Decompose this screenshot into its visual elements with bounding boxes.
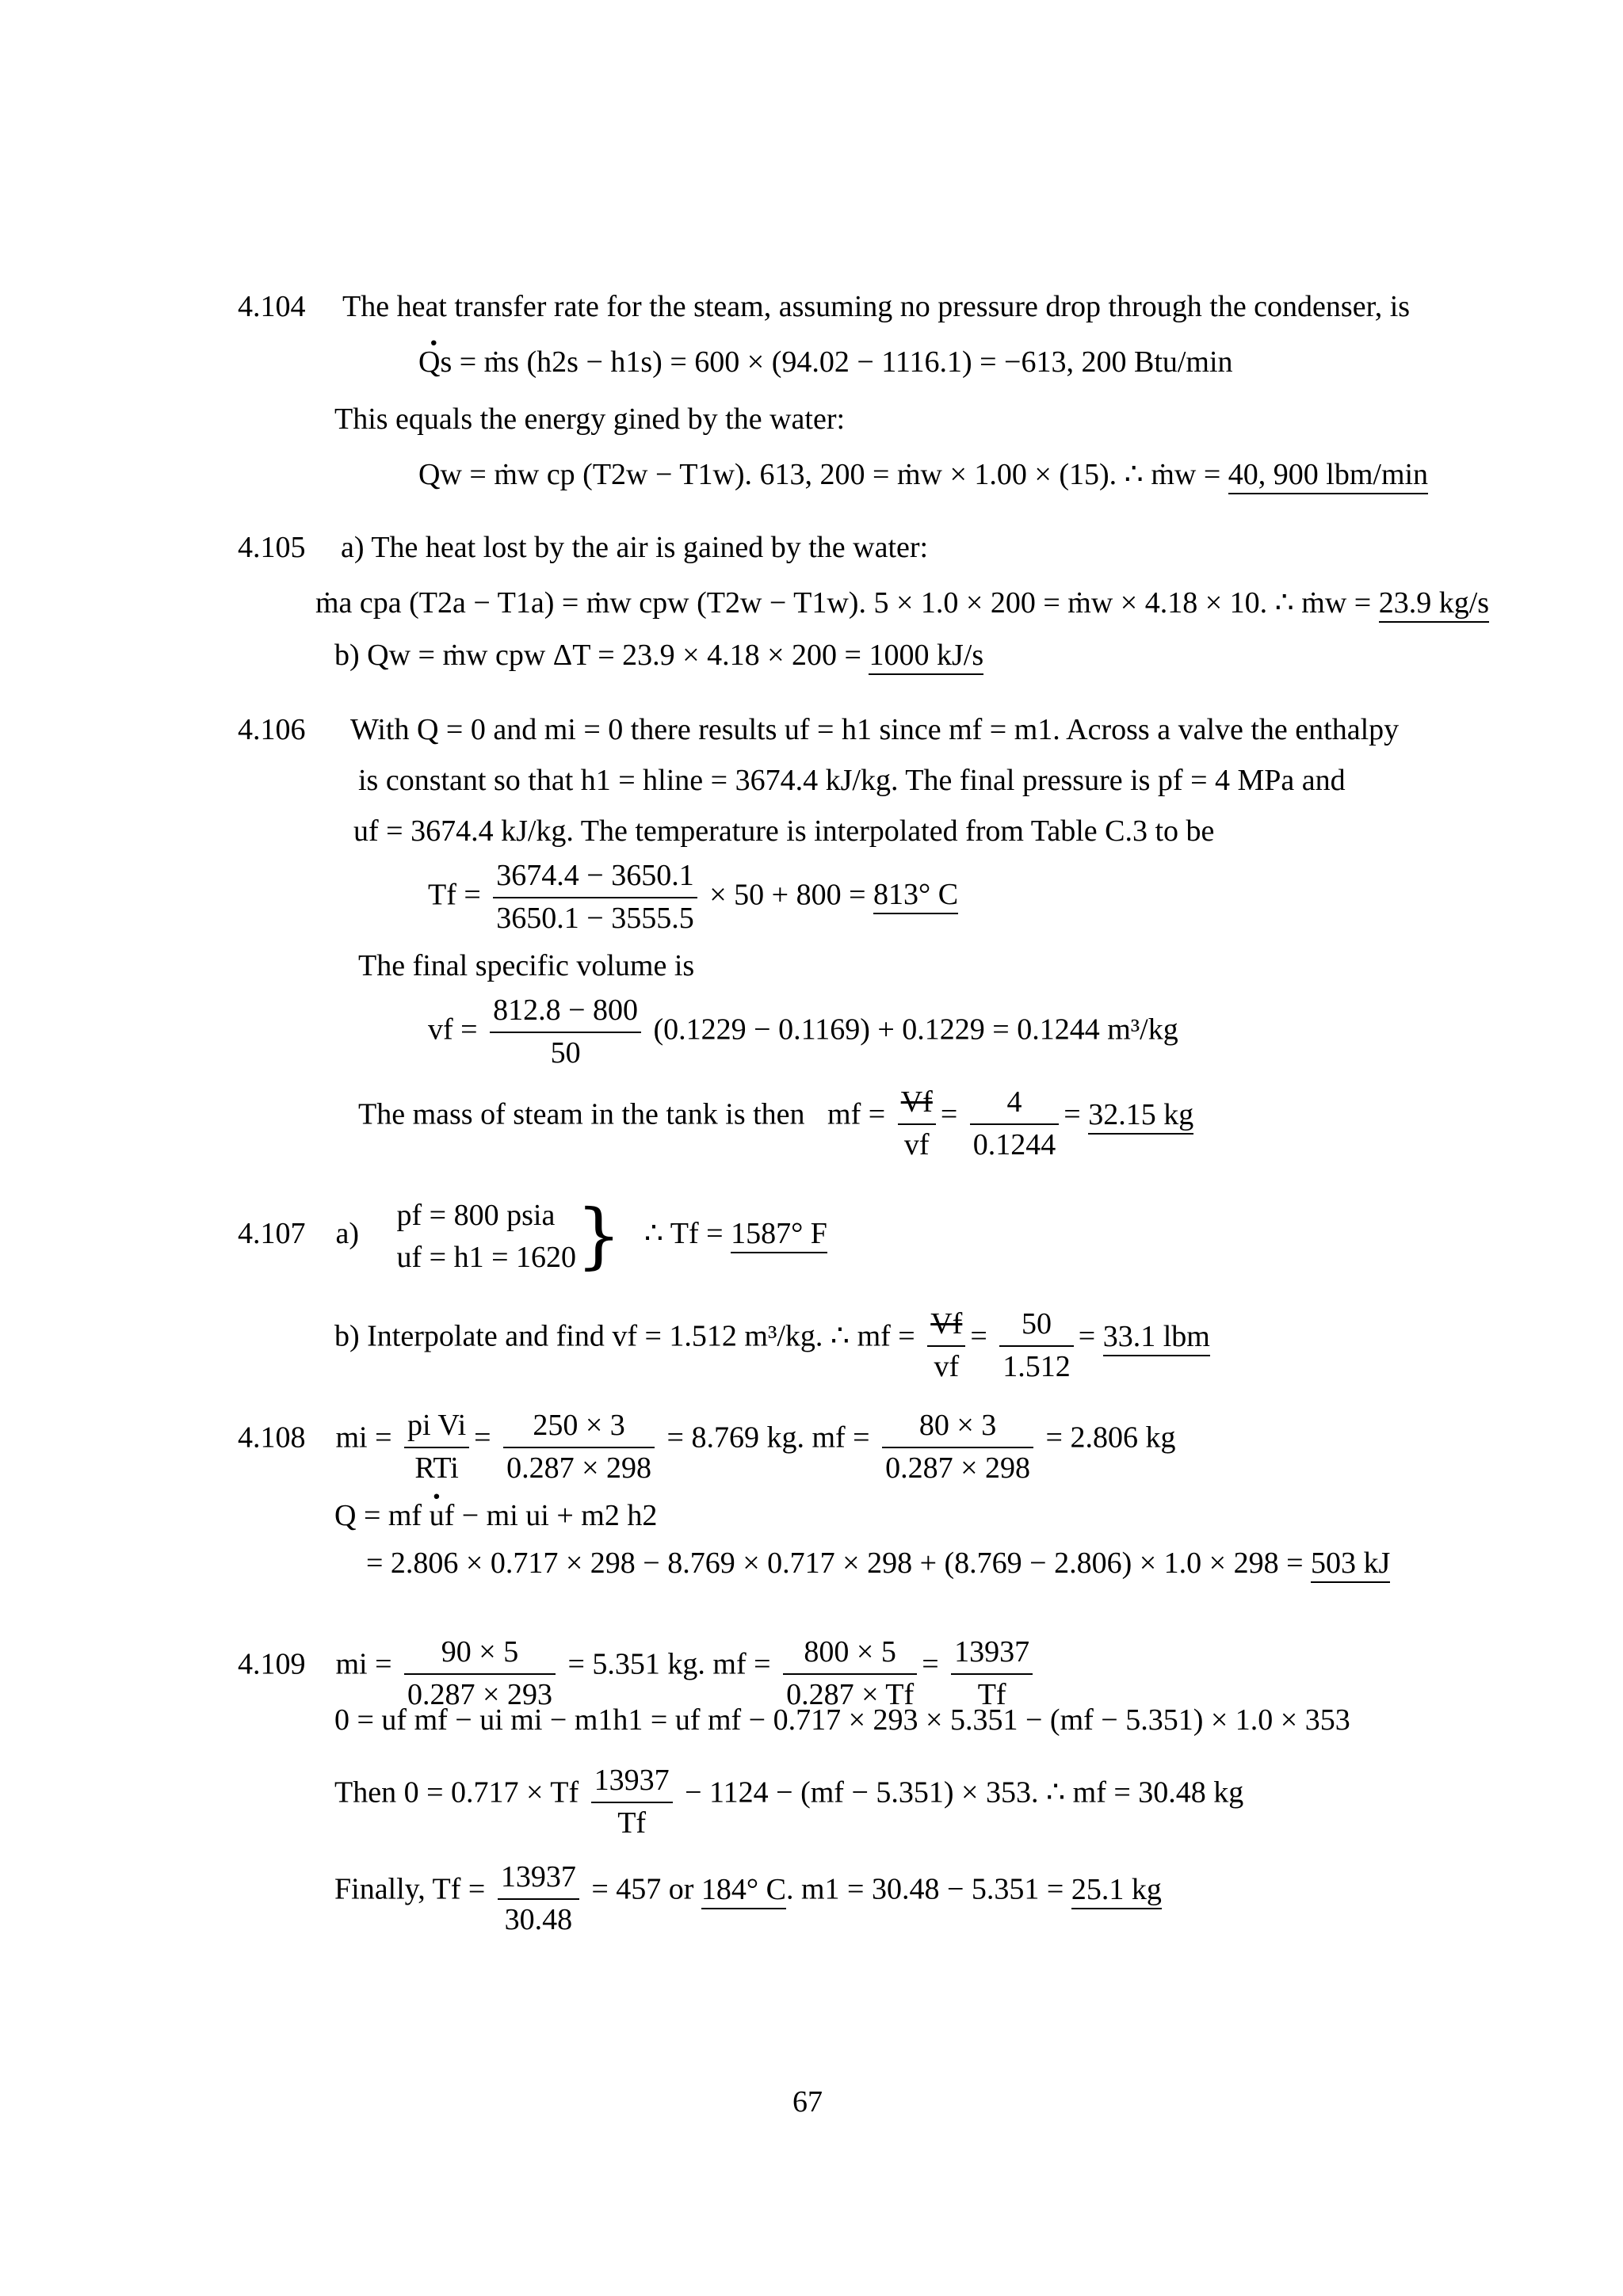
numerator: 80 × 3 xyxy=(882,1409,1033,1448)
denominator: 0.287 × 298 xyxy=(885,1451,1031,1485)
equation-body: Qw = ṁw cp (T2w − T1w). 613, 200 = ṁw × 1.00 × (15). ∴ ṁw = xyxy=(418,458,1221,491)
denominator: 1.512 xyxy=(1002,1349,1071,1383)
equation-lhs: mi = xyxy=(335,1647,392,1681)
problem-number: 4.108 xyxy=(238,1421,306,1455)
equation-lhs: Tf = xyxy=(428,878,481,912)
fraction xyxy=(882,1409,1033,1486)
denominator: 3650.1 − 3555.5 xyxy=(496,901,694,935)
answer: 32.15 kg xyxy=(1088,1098,1193,1135)
problem-text: The mass of steam in the tank is then xyxy=(358,1097,805,1131)
equation-lhs: mf = xyxy=(827,1097,886,1131)
problem-text: is constant so that h1 = hline = 3674.4 kJ/kg. The final pressure is pf = 4 MPa and xyxy=(358,764,1346,797)
equation-vf xyxy=(428,994,1178,1070)
numerator: 3674.4 − 3650.1 xyxy=(493,859,697,898)
answer: 33.1 lbm xyxy=(1103,1320,1210,1356)
denominator: vf xyxy=(903,1127,930,1161)
numerator: 50 xyxy=(999,1307,1074,1347)
fraction xyxy=(591,1764,673,1840)
numerator: 800 × 5 xyxy=(783,1635,917,1675)
numerator: 13937 xyxy=(591,1764,673,1803)
equation-mi: 4.108 mi = $\frac{\text{pi Vi}}{\text{RTi}}$ = $\frac{250 \times 3}{0.287 \times 298}$ = 8.769 kg. mf = $\frac{80 \times 3}{0.287 \times 298}$ = 2.806 kg xyxy=(238,1409,1176,1485)
equation-lhs: · Qs xyxy=(418,345,452,380)
given-values xyxy=(397,1195,577,1279)
problem-text: a) The heat lost by the air is gained by the water: xyxy=(341,531,929,564)
fraction xyxy=(951,1635,1033,1712)
page-number: 67 xyxy=(792,2085,823,2119)
equation-body: = 2.806 × 0.717 × 298 − 8.769 × 0.717 × 298 + (8.769 − 2.806) × 1.0 × 298 = xyxy=(366,1547,1304,1580)
equation xyxy=(334,1499,657,1534)
numerator: 13937 xyxy=(498,1860,579,1900)
problem-text: uf = 3674.4 kJ/kg. The temperature is interpolated from Table C.3 to be xyxy=(353,814,1215,848)
answer: 503 kJ xyxy=(1311,1547,1390,1583)
problem-number: 4.109 xyxy=(238,1647,306,1681)
fraction xyxy=(490,994,641,1070)
equation-lhs: vf = xyxy=(428,1013,478,1047)
fraction xyxy=(404,1409,469,1486)
equation-tf xyxy=(428,859,958,936)
fraction xyxy=(970,1085,1060,1162)
equation-rest: = 5.351 kg. mf = xyxy=(567,1647,771,1681)
denominator: Tf xyxy=(617,1806,647,1840)
fraction xyxy=(493,859,697,936)
answer: 1000 kJ/s xyxy=(869,639,983,675)
equation-body: ṁa cpa (T2a − T1a) = ṁw cpw (T2w − T1w). 5 × 1.0 × 200 = ṁw × 4.18 × 10. ∴ ṁw = xyxy=(315,586,1372,620)
problem-number: 4.104 xyxy=(238,290,306,323)
numerator: 250 × 3 xyxy=(503,1409,655,1448)
equation xyxy=(334,639,983,673)
fraction xyxy=(999,1307,1074,1384)
given-energy: uf = h1 = 1620 xyxy=(396,1241,577,1275)
equation-body: b) Qw = ṁw cpw ΔT = 23.9 × 4.18 × 200 = xyxy=(334,639,861,672)
problem-text: b) Interpolate and find vf = 1.512 m³/kg. ∴ mf = xyxy=(334,1319,915,1353)
denominator: RTi xyxy=(414,1451,459,1485)
fraction xyxy=(898,1085,936,1162)
denominator: 50 xyxy=(550,1035,581,1070)
denominator: 0.287 × 293 xyxy=(407,1677,552,1711)
numerator: Vf xyxy=(927,1307,965,1347)
equation-mf: The mass of steam in the tank is then mf = $\frac{Vf}{vf}$ = $\frac{4}{0.1244}$ = 32.15 kg xyxy=(358,1085,1194,1161)
equation-body: · Q = mf uf − mi ui + m2 h2 xyxy=(334,1499,657,1532)
numerator: 13937 xyxy=(951,1635,1033,1675)
result-label: ∴ Tf = xyxy=(643,1217,724,1251)
problem-number: 4.105 xyxy=(238,531,306,564)
problem-text: With Q = 0 and mi = 0 there results uf = h1 since mf = m1. Across a valve the enthalpy xyxy=(350,713,1400,746)
equation xyxy=(418,458,1428,493)
denominator: 30.48 xyxy=(504,1902,573,1936)
fraction xyxy=(503,1409,655,1486)
equation-rest: (0.1229 − 0.1169) + 0.1229 = 0.1244 m³/kg xyxy=(653,1013,1178,1047)
denominator: 0.287 × 298 xyxy=(506,1451,652,1485)
equation-rest: = 8.769 kg. mf = xyxy=(666,1421,870,1455)
numerator: 812.8 − 800 xyxy=(490,994,641,1033)
equation xyxy=(418,345,1233,380)
problem-number: 4.106 xyxy=(238,713,306,746)
numerator: Vf xyxy=(898,1085,936,1125)
equation-rhs: = ṁs (h2s − h1s) = 600 × (94.02 − 1116.1) = −613, 200 Btu/min xyxy=(459,345,1233,379)
denominator: 0.287 × Tf xyxy=(786,1677,915,1711)
equation-post: − 1124 − (mf − 5.351) × 353. ∴ mf = 30.48 kg xyxy=(685,1775,1244,1810)
problem-text: The final specific volume is xyxy=(358,949,695,982)
part-label: a) xyxy=(335,1217,360,1251)
answer: 23.9 kg/s xyxy=(1379,586,1489,623)
answer: 25.1 kg xyxy=(1071,1873,1162,1909)
equation xyxy=(366,1547,1390,1581)
equation-mi: 4.109 mi = $\frac{90 \times 5}{0.287 \times 293}$ = 5.351 kg. mf = $\frac{800 \times 5}{0.287 \times Tf}$ = $\frac{13937}{Tf}$ xyxy=(238,1635,1037,1712)
denominator: vf xyxy=(934,1349,960,1383)
problem-4-107-a xyxy=(238,1195,827,1279)
fraction xyxy=(927,1307,965,1384)
equation xyxy=(315,586,1489,621)
answer: 813° C xyxy=(873,878,958,914)
equation-post: . m1 = 30.48 − 5.351 = xyxy=(785,1872,1064,1906)
equation xyxy=(334,1764,1243,1840)
equation-pre: Then 0 = 0.717 × Tf xyxy=(334,1775,579,1810)
brace-icon: } xyxy=(576,1194,622,1278)
equation-rest: = 2.806 kg xyxy=(1045,1421,1176,1455)
problem-4-107-b: b) Interpolate and find vf = 1.512 m³/kg. ∴ mf = $\frac{Vf}{vf}$ = $\frac{50}{1.512}$ = 33.1 lbm xyxy=(334,1307,1210,1383)
answer: 40, 900 lbm/min xyxy=(1228,458,1428,494)
fraction xyxy=(404,1635,556,1712)
problem-text: The heat transfer rate for the steam, assuming no pressure drop through the condenser, is xyxy=(342,290,1411,323)
numerator: 90 × 5 xyxy=(404,1635,556,1675)
equation xyxy=(334,1860,1162,1937)
equation-mid: = 457 or xyxy=(591,1872,701,1906)
answer: 1587° F xyxy=(731,1217,827,1253)
equation-rest: × 50 + 800 = xyxy=(709,878,866,912)
numerator: 4 xyxy=(970,1085,1060,1125)
numerator: pi Vi xyxy=(404,1409,469,1448)
fraction xyxy=(783,1635,917,1712)
equation-lhs: mi = xyxy=(335,1421,392,1455)
given-pressure: pf = 800 psia xyxy=(396,1199,556,1232)
denominator: Tf xyxy=(977,1677,1006,1711)
problem-number: 4.107 xyxy=(238,1217,306,1251)
fraction xyxy=(498,1860,579,1937)
denominator: 0.1244 xyxy=(972,1127,1056,1161)
equation-pre: Finally, Tf = xyxy=(334,1872,486,1906)
equation: 0 = uf mf − ui mi − m1h1 = uf mf − 0.717 × 293 × 5.351 − (mf − 5.351) × 1.0 × 353 xyxy=(334,1703,1350,1737)
problem-text: This equals the energy gined by the water: xyxy=(334,402,846,436)
answer: 184° C xyxy=(701,1873,786,1909)
